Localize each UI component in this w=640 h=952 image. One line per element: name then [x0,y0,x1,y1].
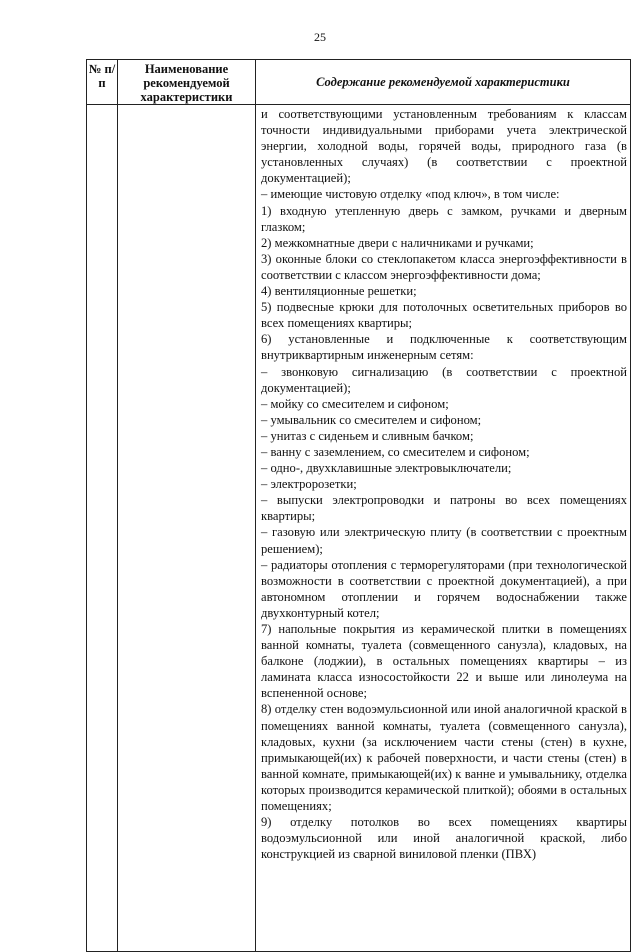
content-paragraph: 4) вентиляционные решетки; [261,284,417,299]
cell-name [118,105,256,952]
content-paragraph: 2) межкомнатные двери с наличниками и ручками; [261,235,534,250]
content-paragraph: – имеющие чистовую отделку «под ключ», в том числе: [261,187,560,202]
content-paragraph: 9) отделку потолков во всех помещениях квартиры водоэмульсионной или иной аналогичной краской, либо конструкцией из сварной виниловой пленки (ПВХ) [261,815,627,862]
cell-content [256,105,631,952]
content-paragraph: – звонковую сигнализацию (в соответствии с проектной документацией); [261,364,627,395]
content-paragraph: 6) установленные и подключенные к соответствующим внутриквартирным инженерным сетям: [261,332,627,363]
content-paragraph: – радиаторы отопления с терморегуляторами (при технологической возможности в соответствии с проектной документацией), а при автономном отоплении и горячем водоснабжении также двухконтурный котел; [261,557,627,620]
content-paragraph: – газовую или электрическую плиту (в соответствии с проектным решением); [261,525,627,556]
characteristics-table [86,59,631,952]
content-paragraph: – мойку со смесителем и сифоном; [261,396,449,411]
table-header-row [87,60,631,105]
content-paragraph: – ванну с заземлением, со смесителем и сифоном; [261,444,530,459]
content-paragraph: и соответствующими установленным требованиям к классам точности индивидуальными приборами учета электрической энергии, холодной воды, горячей воды, природного газа (в установленных случаях) (в соответствии с проектной документацией); [261,107,627,186]
table-row [87,105,631,952]
content-paragraph: 5) подвесные крюки для потолочных осветительных приборов во всех помещениях квартиры; [261,300,627,331]
cell-number [87,105,118,952]
content-paragraph: 3) оконные блоки со стеклопакетом класса энергоэффективности в соответствии с классом энергоэффективности дома; [261,251,627,282]
content-paragraph: 8) отделку стен водоэмульсионной или иной аналогичной краской в помещениях ванной комнаты, туалета (совмещенного санузла), кладовых, кухни (за исключением части стены (стен) в кухне, примыкающей(их) к рабочей поверхности, и части стены (стен) в ванной комнате, примыкающей(их) к ванне и умывальнику, отделка которых производится керамической плиткой); обоями в остальных помещениях; [261,702,627,814]
content-paragraph: 1) входную утепленную дверь с замком, ручками и дверным глазком; [261,203,627,234]
header-number: № п/п [87,60,118,105]
content-paragraph: – выпуски электропроводки и патроны во всех помещениях квартиры; [261,493,627,524]
content-paragraph: – электророзетки; [261,477,357,492]
content-paragraph: – одно-, двухклавишные электровыключатели; [261,461,512,476]
content-paragraph: – унитаз с сиденьем и сливным бачком; [261,428,474,443]
header-content: Содержание рекомендуемой характеристики [256,60,631,105]
page-number: 25 [314,30,326,44]
header-name: Наименование рекомендуемой характеристики [118,60,256,105]
content-paragraph: 7) напольные покрытия из керамической плитки в помещениях ванной комнаты, туалета (совмещенного санузла), кладовых, на балконе (лоджии), в остальных помещениях квартиры – из ламината класса износостойкости 22 и выше или линолеума на вспененной основе; [261,622,627,701]
content-paragraph: – умывальник со смесителем и сифоном; [261,412,482,427]
